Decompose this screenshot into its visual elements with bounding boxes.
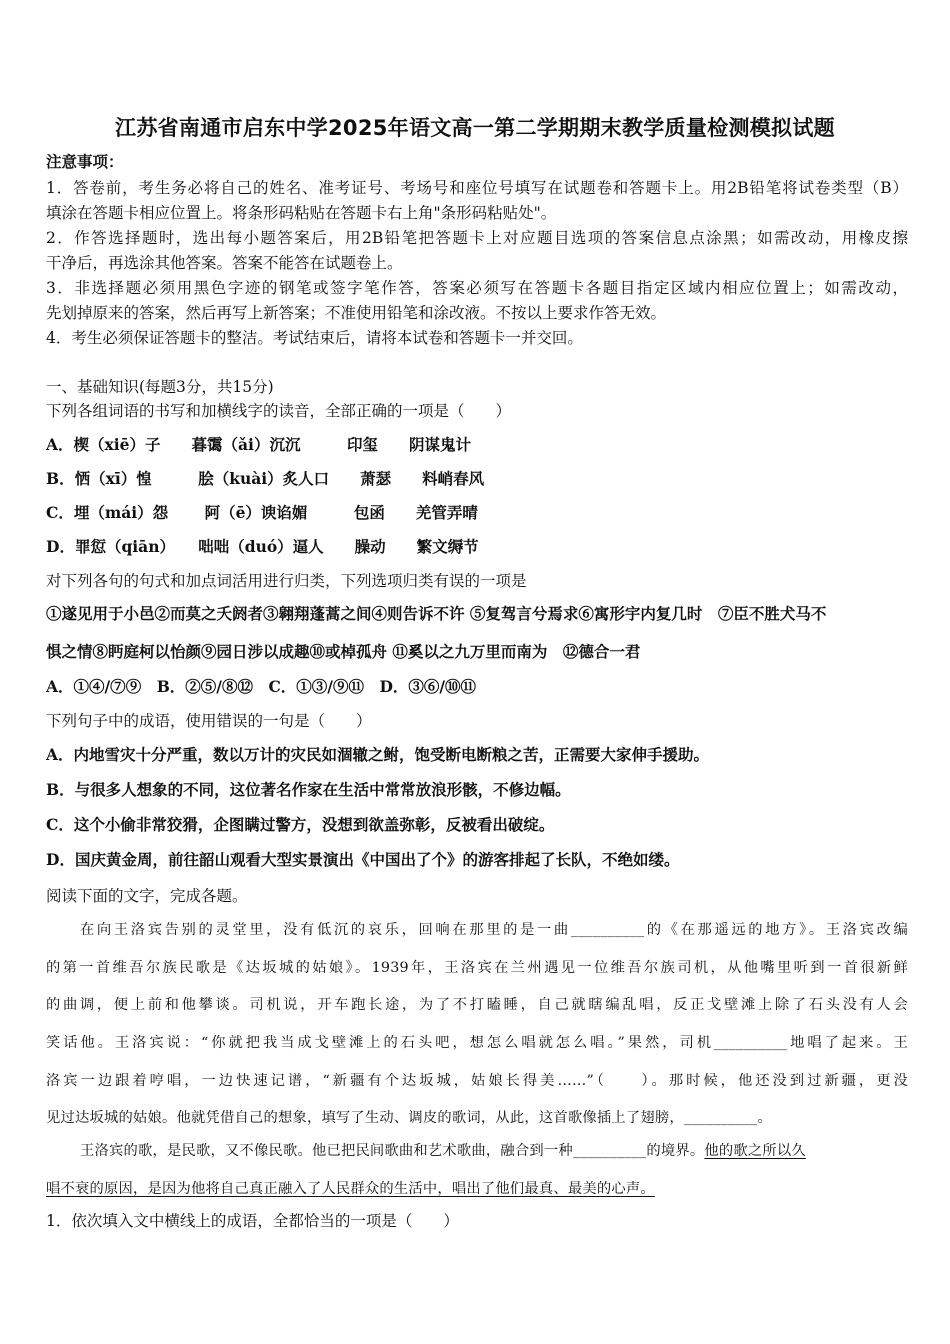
notice-line-2: 填涂在答题卡相应位置上。将条形码粘贴在答题卡右上角"条形码粘贴处"。 (46, 204, 557, 222)
passage-line-4: 笑话他。王洛宾说：“你就把我当成戈壁滩上的石头吧，想怎么唱就怎么唱。”果然，司机__________地唱了起来。王 (46, 1035, 908, 1051)
q3-option-c: C．这个小偷非常狡猾，企图瞒过警方，没想到欲盖弥彰，反被看出破绽。 (46, 815, 555, 834)
reading-instruction: 阅读下面的文字，完成各题。 (46, 887, 248, 905)
q2-stem: 对下列各句的句式和加点词活用进行归类，下列选项归类有误的一项是 (46, 572, 527, 590)
passage-p2-line-2 (46, 1179, 908, 1199)
q1-stem: 下列各组词语的书写和加横线字的读音，全部正确的一项是（ ） (46, 402, 512, 420)
q1-option-c: C．埋（mái）怨 阿（ē）谀谄媚 包函 羌管弄晴 (46, 503, 478, 522)
notice-heading: 注意事项： (46, 152, 124, 171)
passage-line-6: 见过达坂城的姑娘。他就凭借自己的想象，填写了生动、调皮的歌词，从此，这首歌像插上了翅膀，__________。 (46, 1110, 772, 1126)
passage-line-2: 的第一首维吾尔族民歌是《达坂城的姑娘》。1939年，王洛宾在兰州遇见一位维吾尔族司机，从他嘴里听到一首很新鲜 (46, 960, 908, 976)
q1-option-d: D．罪愆（qiān） 咄咄（duó）逼人 臊动 繁文缛节 (46, 537, 479, 556)
passage-line-3: 的曲调，便上前和他攀谈。司机说，开车跑长途，为了不打瞌睡，自己就瞎编乱唱，反正戈壁滩上除了石头没有人会 (46, 997, 908, 1013)
q2-items-line-1: ①遂见用于小邑②而莫之夭阏者③翱翔蓬蒿之间④则告诉不许 ⑤复驾言兮焉求⑥寓形宇内复几时 ⑦臣不胜犬马不 (46, 604, 827, 623)
q2-options: A．①④/⑦⑨ B．②⑤/⑧⑫ C．①③/⑨⑪ D．③⑥/⑩⑪ (46, 677, 477, 696)
q3-option-b: B．与很多人想象的不同，这位著名作家在生活中常常放浪形骸，不修边幅。 (46, 780, 571, 799)
passage-p2-line-1 (80, 1141, 908, 1161)
passage-line-5: 洛宾一边跟着哼唱，一边快速记谱，“新疆有个达坂城，姑娘长得美……”（ ）。那时候，他还没到过新疆，更没 (46, 1073, 908, 1089)
passage-p2-underlined-end: 唱不衰的原因，是因为他将自己真正融入了人民群众的生活中，唱出了他们最真、最美的心声。 (46, 1181, 655, 1197)
section-heading: 一、基础知识(每题3分，共15分) (46, 378, 274, 396)
page-title: 江苏省南通市启东中学2025年语文高一第二学期期末教学质量检测模拟试题 (115, 116, 835, 140)
q1-option-a: A．楔（xiē）子 暮霭（ǎi）沉沉 印玺 阴谋鬼计 (46, 435, 471, 454)
q2-items-line-2: 惧之情⑧眄庭柯以怡颜⑨园日涉以成趣⑩或棹孤舟 ⑪奚以之九万里而南为 ⑫德合一君 (46, 642, 641, 661)
notice-line-6: 先划掉原来的答案，然后再写上新答案；不准使用铅笔和涂改液。不按以上要求作答无效。 (46, 304, 667, 322)
passage-p2-plain-text: 王洛宾的歌，是民歌，又不像民歌。他已把民间歌曲和艺术歌曲，融合到一种__________的境界。 (80, 1143, 705, 1159)
passage-p2-underlined-start: 他的歌之所以久 (704, 1143, 806, 1159)
q3-option-d: D．国庆黄金周，前往韶山观看大型实景演出《中国出了个》的游客排起了长队，不绝如缕。 (46, 850, 680, 869)
notice-line-7: 4．考生必须保证答题卡的整洁。考试结束后，请将本试卷和答题卡一并交回。 (46, 329, 583, 347)
notice-line-5: 3．非选择题必须用黑色字迹的钢笔或签字笔作答，答案必须写在答题卡各题目指定区域内相应位置上；如需改动， (46, 279, 908, 297)
q3-stem: 下列句子中的成语，使用错误的一句是（ ） (46, 712, 372, 730)
notice-line-1: 1．答卷前，考生务必将自己的姓名、准考证号、考场号和座位号填写在试题卷和答题卡上。用2B铅笔将试卷类型（B） (46, 179, 908, 197)
q3-option-a: A．内地雪灾十分严重，数以万计的灾民如涸辙之鲋，饱受断电断粮之苦，正需要大家伸手援助。 (46, 745, 710, 764)
notice-line-3: 2．作答选择题时，选出每小题答案后，用2B铅笔把答题卡上对应题目选项的答案信息点涂黑；如需改动，用橡皮擦 (46, 229, 908, 247)
reading-q1-stem: 1．依次填入文中横线上的成语，全都恰当的一项是（ ） (46, 1212, 459, 1230)
passage-line-1: 在向王洛宾告别的灵堂里，没有低沉的哀乐，回响在那里的是一曲__________的《在那遥远的地方》。王洛宾改编 (80, 922, 908, 938)
q1-option-b: B．恓（xī）惶 脍（kuài）炙人口 萧瑟 料峭春风 (46, 469, 485, 488)
notice-line-4: 干净后，再选涂其他答案。答案不能答在试题卷上。 (46, 254, 403, 272)
